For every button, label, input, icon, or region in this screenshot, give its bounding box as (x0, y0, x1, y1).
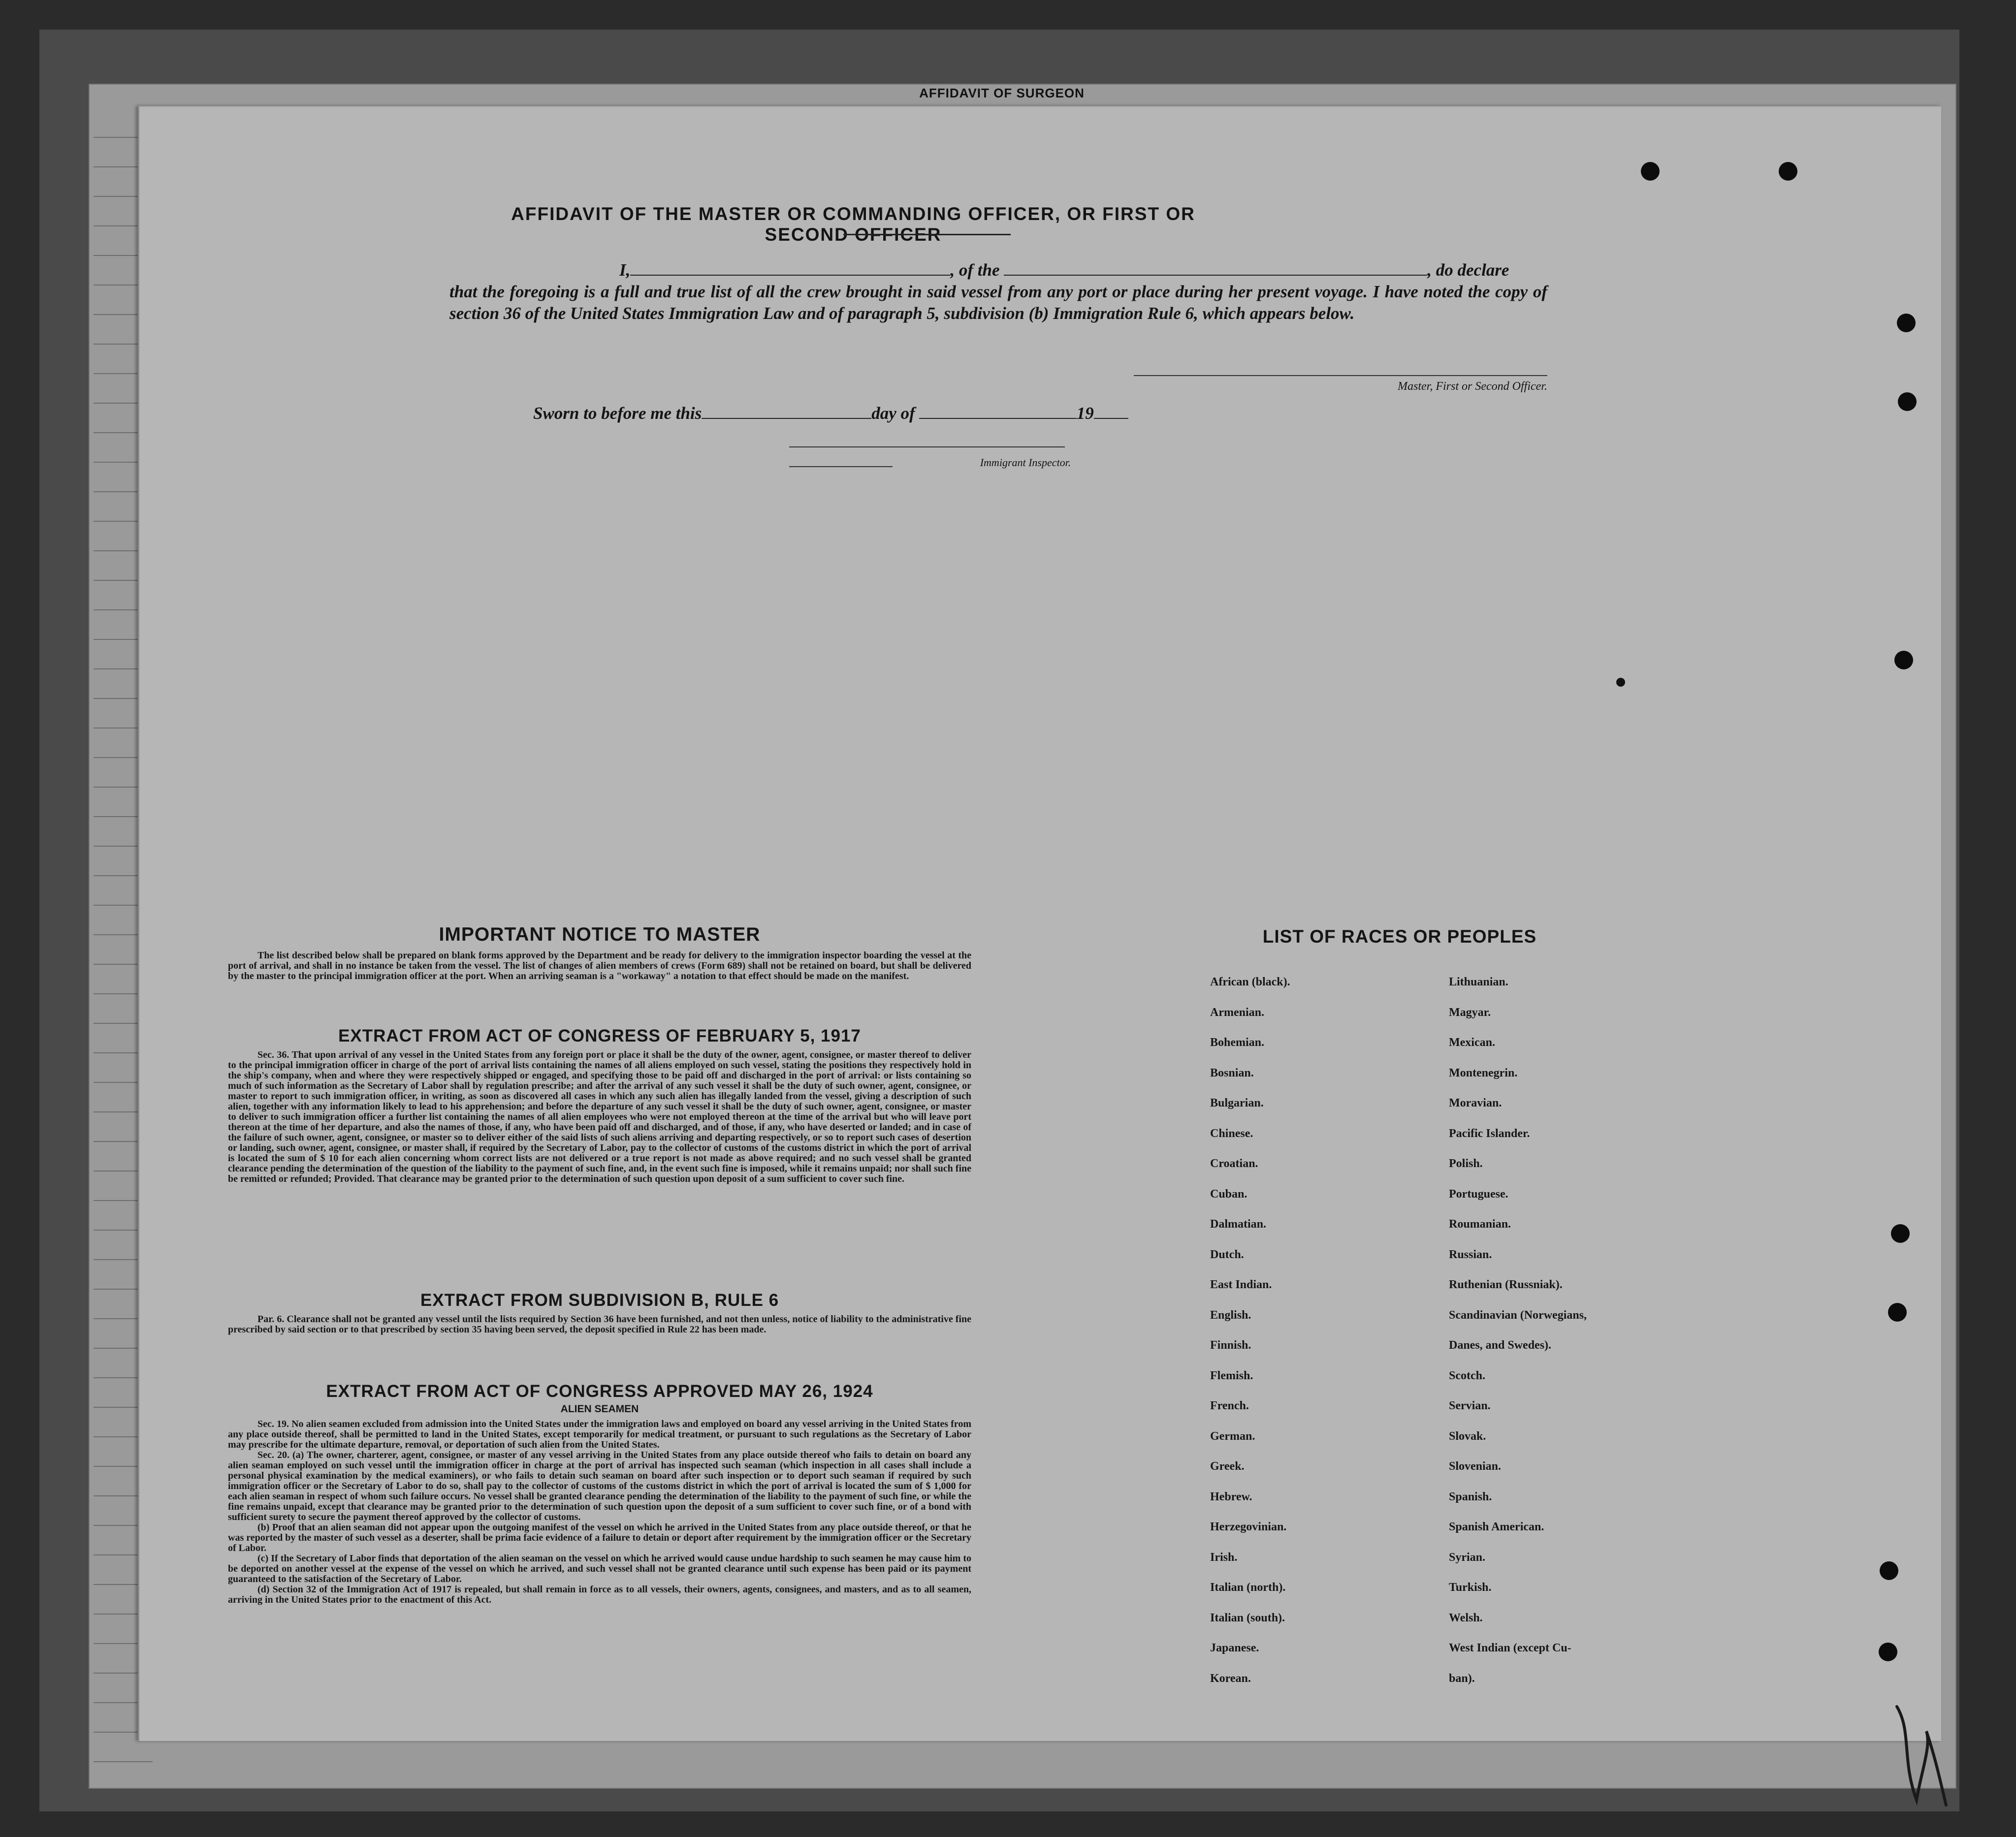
race-item: Italian (north). (1210, 1581, 1286, 1594)
binder-hole (1880, 1561, 1898, 1580)
extract-1924-title: EXTRACT FROM ACT OF CONGRESS APPROVED MAY 26, 1924 (326, 1382, 873, 1401)
race-item: Flemish. (1210, 1369, 1253, 1382)
race-item: ban). (1449, 1672, 1475, 1685)
race-item: Herzegovinian. (1210, 1520, 1287, 1533)
race-item: Cuban. (1210, 1187, 1248, 1201)
race-item: Pacific Islander. (1449, 1127, 1530, 1140)
race-item: Finnish. (1210, 1339, 1251, 1352)
inspector-signature-line (789, 446, 1065, 447)
sworn-line (533, 404, 1321, 423)
notice-title: IMPORTANT NOTICE TO MASTER (439, 924, 761, 945)
extract-1924-paragraph: (c) If the Secretary of Labor finds that deportation of the alien seaman on the vessel on which he arrived would cause undue hardship to such seamen he may cause him to be deported on another vessel at the expense of the vessel on which he arrived, and such vessel shall not be granted clearance until such expense has been paid or its payment guaranteed to the satisfaction of the Secretary of Labor. (228, 1553, 971, 1584)
race-item: African (black). (1210, 976, 1290, 988)
race-item: Spanish American. (1449, 1520, 1544, 1533)
extract-1924-section (228, 1382, 971, 1605)
race-item: Turkish. (1449, 1581, 1492, 1594)
month-blank (919, 404, 1077, 419)
race-item: Roumanian. (1449, 1218, 1511, 1231)
extract-1917-section (228, 1026, 971, 1184)
race-item: Armenian. (1210, 1006, 1264, 1019)
declaration-i: I, (619, 260, 631, 280)
declaration-do-declare: , do declare (1427, 260, 1509, 280)
race-item: German. (1210, 1429, 1255, 1443)
race-item: English. (1210, 1308, 1251, 1322)
binder-hole (1891, 1224, 1910, 1243)
sworn-text: Sworn to before me this (533, 404, 702, 423)
race-item: Bulgarian. (1210, 1097, 1264, 1109)
race-item: Croatian. (1210, 1157, 1258, 1170)
race-item: Danes, and Swedes). (1449, 1339, 1552, 1352)
year-prefix: 19 (1076, 404, 1094, 423)
extract-1924-paragraph: (b) Proof that an alien seaman did not appear upon the outgoing manifest of the vessel on which he arrived in the United States from any place outside thereof, or that he was reported by the master of such vessel as a deserter, shall be prima facie evidence of a failure to detain or deport after requirement by the immigration officer or the Secretary of Labor. (228, 1522, 971, 1553)
notice-section (228, 924, 971, 982)
race-item: Ruthenian (Russniak). (1449, 1278, 1563, 1291)
inspector-label: Immigrant Inspector. (980, 456, 1071, 469)
binder-hole (1779, 162, 1797, 181)
declaration-text (449, 259, 1547, 324)
race-item: Dalmatian. (1210, 1218, 1266, 1231)
race-item: Montenegrin. (1449, 1066, 1518, 1079)
handwritten-mark (1892, 1702, 1951, 1810)
binder-hole (1894, 651, 1913, 669)
race-item: Bohemian. (1210, 1036, 1265, 1049)
race-item: Spanish. (1449, 1490, 1492, 1503)
declaration-of-the: , of the (950, 260, 1000, 280)
signer-label: Master, First or Second Officer. (1398, 380, 1547, 393)
race-item: Moravian. (1449, 1097, 1502, 1109)
signature-line (1134, 375, 1547, 376)
race-item: Korean. (1210, 1672, 1251, 1685)
declaration-body: that the foregoing is a full and true list of all the crew brought in said vessel from any port or place during her present voyage. I have noted the copy of section 36 of the United States Immigration Law and of paragraph 5, subdivision (b) Immigration Rule 6, which appears below. (449, 282, 1547, 323)
race-item: Scandinavian (Norwegians, (1449, 1308, 1587, 1322)
race-item: Chinese. (1210, 1127, 1253, 1140)
race-item: Scotch. (1449, 1369, 1485, 1382)
race-item: Syrian. (1449, 1551, 1486, 1564)
extract-1917-title: EXTRACT FROM ACT OF CONGRESS OF FEBRUARY 5, 1917 (338, 1026, 861, 1045)
race-item: French. (1210, 1399, 1249, 1412)
race-item: Lithuanian. (1449, 976, 1508, 988)
extract-1924-paragraph: (d) Section 32 of the Immigration Act of 1917 is repealed, but shall remain in force as to all vessels, their owners, agents, consignees, and masters, and as to all seamen, arriving in the United States prior to the enactment of this Act. (228, 1584, 971, 1605)
race-item: Slovenian. (1449, 1460, 1502, 1473)
race-item: Magyar. (1449, 1006, 1491, 1019)
extract-rule6-section (228, 1291, 971, 1335)
day-of-text: day of (871, 404, 915, 423)
extract-1924-paragraph: Sec. 19. No alien seamen excluded from admission into the United States under the immigration laws and employed on board any vessel arriving in the United States from any place outside thereof, shall be permitted to land in the United States, except temporarily for medical treatment, or pursuant to such regulations as the Secretary of Labor may prescribe for the ultimate departure, removal, or deportation of such alien from the United States. (228, 1419, 971, 1450)
document-page (138, 106, 1941, 1741)
binder-hole (1641, 162, 1660, 181)
race-item: Bosnian. (1210, 1066, 1254, 1079)
year-blank (1094, 404, 1128, 419)
race-item: Japanese. (1210, 1642, 1259, 1654)
race-item: Mexican. (1449, 1036, 1495, 1049)
race-item: East Indian. (1210, 1278, 1272, 1291)
extract-1924-paragraph: Sec. 20. (a) The owner, charterer, agent, consignee, or master of any vessel arriving in the United States from any place outside thereof who fails to detain on board any alien seaman employed on such vessel until the immigration officer in charge at the port of arrival has inspected such seaman (which inspection in all cases shall include a personal physical examination by the medical examiners), or who fails to detain such seaman on board after such inspection or to deport such seaman if required by such immigration officer or the Secretary of Labor to do so, shall pay to the collector of customs of the customs district in which the port of arrival is located the sum of $ 1,000 for each alien seaman in respect of whom such failure occurs. No vessel shall be granted clearance pending the determination of the liability to the payment of such fine, or while the fine remains unpaid, except that clearance may be granted prior to the determination of such question upon the deposit of a sum sufficient to cover such fine, or of a bond with sufficient surety to secure the payment thereof approved by the collector of customs. (228, 1450, 971, 1522)
extract-rule6-text: Par. 6. Clearance shall not be granted any vessel until the lists required by Section 36 have been furnished, and not then unless, notice of liability to the administrative fine prescribed by said section or to that prescribed by section 35 having been served, the deposit specified in Rule 22 has been made. (228, 1314, 971, 1335)
race-item: Servian. (1449, 1399, 1491, 1412)
binder-hole (1888, 1303, 1907, 1322)
affidavit-title: AFFIDAVIT OF THE MASTER OR COMMANDING OFFICER, OR FIRST OR SECOND OFFICER (511, 204, 1195, 245)
inspector-label-line (789, 466, 893, 467)
binder-hole (1879, 1643, 1897, 1661)
race-item: Welsh. (1449, 1611, 1483, 1624)
day-blank (702, 404, 871, 419)
race-item: West Indian (except Cu- (1449, 1642, 1571, 1654)
binder-hole (1897, 314, 1916, 332)
extract-rule6-title: EXTRACT FROM SUBDIVISION B, RULE 6 (420, 1291, 779, 1310)
race-item: Hebrew. (1210, 1490, 1252, 1503)
ink-spot (1616, 678, 1625, 687)
race-item: Slovak. (1449, 1429, 1486, 1443)
race-item: Irish. (1210, 1551, 1238, 1564)
extract-1924-subtitle: ALIEN SEAMEN (560, 1403, 639, 1415)
race-item: Greek. (1210, 1460, 1245, 1473)
binder-hole (1898, 392, 1917, 411)
race-item: Italian (south). (1210, 1611, 1285, 1624)
back-sheet-header: AFFIDAVIT OF SURGEON (919, 86, 1085, 100)
name-blank (630, 261, 950, 276)
race-item: Russian. (1449, 1248, 1492, 1261)
title-underline (843, 234, 1011, 235)
race-item: Portuguese. (1449, 1187, 1508, 1201)
race-item: Dutch. (1210, 1248, 1244, 1261)
notice-text: The list described below shall be prepared on blank forms approved by the Department and be ready for delivery to the immigration inspector boarding the vessel at the port of arrival, and shall in no instance be taken from the vessel. The list of changes of alien members of crews (Form 689) shall not be retained on board, but shall be delivered by the master to the principal immigration officer at the port. When an arriving seaman is a "workaway" a notation to that effect should be made on the manifest. (228, 950, 971, 982)
vessel-blank (1004, 261, 1427, 276)
races-title: LIST OF RACES OR PEOPLES (1262, 926, 1537, 947)
extract-1917-text: Sec. 36. That upon arrival of any vessel in the United States from any foreign port or place it shall be the duty of the owner, agent, consignee, or master thereof to deliver to the principal immigration officer in charge of the port of arrival lists containing the names of all aliens employed on such vessel, stating the positions they respectively hold in the ship's company, when and where they were respectively shipped or engaged, and specifying those to be paid off and discharged in the port of arrival: or lists containing so much of such information as the Secretary of Labor shall by regulation prescribe; and after the arrival of any such vessel it shall be the duty of such owner, agent, consignee, or master to report to such immigration officer, in writing, as soon as discovered all cases in which any such alien has illegally landed from the vessel, giving a description of such alien, together with any information likely to lead to his apprehension; and before the departure of any such vessel it shall be the duty of such owner, agent, consignee, or master to deliver to such immigration officer a further list containing the names of all alien employees who were not employed thereon at the time of the arrival but who will leave port thereon at the time of her departure, and also the names of those, if any, who have been paid off and discharged, and of those, if any, who have deserted or landed; and in case of the failure of such owner, agent, consignee, or master so to deliver either of the said lists of such aliens arriving and departing respectively, or so to report such cases of desertion or landing, such owner, agent, consignee, or master shall, if required by the Secretary of Labor, pay to the collector of customs of the customs district in which the port of arrival is located the sum of $ 10 for each alien concerning whom correct lists are not delivered or a true report is not made as above required; and no such vessel shall be granted clearance pending the determination of the question of the liability to the payment of such fine, and, in the event such fine is imposed, while it remains unpaid; nor shall such fine be remitted or refunded; Provided. That clearance may be granted prior to the determination of such question upon deposit of a sum sufficient to cover such fine. (228, 1049, 971, 1184)
race-item: Polish. (1449, 1157, 1483, 1170)
